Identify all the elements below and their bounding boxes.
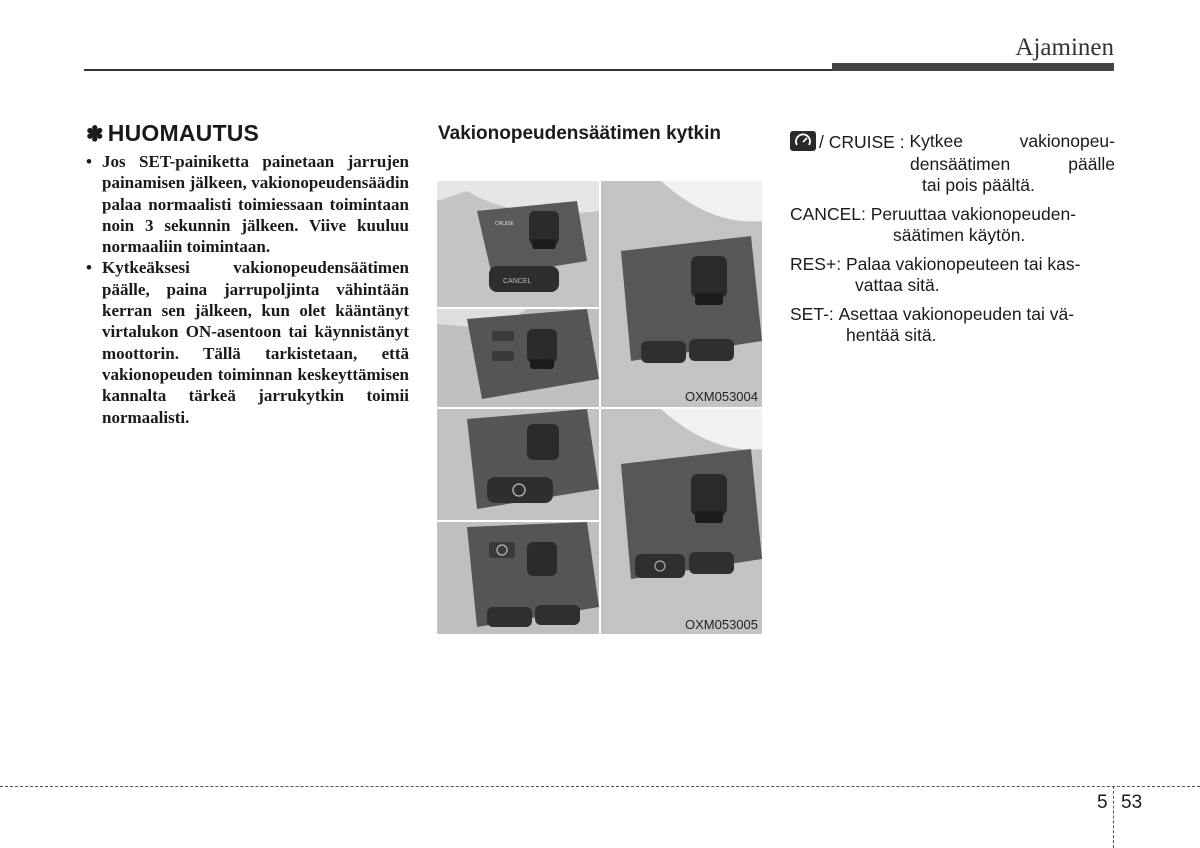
definition-cancel xyxy=(790,204,1115,247)
note-heading xyxy=(86,120,409,147)
definition-set xyxy=(790,304,1115,347)
header-rule xyxy=(84,69,832,71)
cancel-button-label: CANCEL xyxy=(503,278,532,285)
chapter-number: 5 xyxy=(1097,792,1108,813)
switch-photo-4 xyxy=(437,409,599,520)
definition-desc: Asettaa vakionopeuden tai vä- xyxy=(838,303,1075,324)
definition-desc: Kytkee vakionopeu- xyxy=(909,131,1115,151)
figure-code-top: OXM053004 xyxy=(685,389,758,404)
definition-term: CANCEL: xyxy=(790,203,871,224)
note-star-icon: ✽ xyxy=(86,123,104,146)
definition-desc: tai pois päältä. xyxy=(922,175,1035,195)
definition-desc: Peruuttaa vakionopeuden- xyxy=(870,203,1077,224)
note-box xyxy=(86,120,409,428)
button-definitions xyxy=(790,131,1115,354)
section-title: Vakionopeudensäätimen kytkin xyxy=(438,123,721,144)
header-rule-accent xyxy=(832,63,1114,71)
definition-res xyxy=(790,254,1115,297)
chapter-title: Ajaminen xyxy=(1015,34,1114,61)
note-bullet: • Kytkeäksesi vakionopeudensäätimen päälle, paina jarrupoljinta vähintään kerran sen jälkeen, kun olet kääntänyt virtalukon ON-asentoon tai käynnistänyt moottorin. Tällä tarkistetaan, että vakionopeuden toiminnan keskeyttämisen kannalta tärkeä jarrukytkin toimii normaalisti. xyxy=(86,257,409,427)
switch-photo-3 xyxy=(601,181,762,407)
switch-figure xyxy=(437,181,762,634)
cruise-control-icon xyxy=(790,131,816,151)
definition-desc: Palaa vakionopeuteen tai kas- xyxy=(845,253,1081,274)
note-heading-text: HUOMAUTUS xyxy=(107,120,260,146)
cruise-button-label: CRUISE xyxy=(495,221,514,227)
switch-photo-6 xyxy=(601,409,762,634)
footer-divider xyxy=(1113,786,1114,848)
footer-rule xyxy=(0,786,1200,787)
definition-desc: densäätimen päälle xyxy=(910,153,1115,174)
note-bullet: • Jos SET-painiketta painetaan jarrujen painamisen jälkeen, vakionopeudensäädin palaa normaalisti toimiessaan toimintaan noin 3 sekunnin jälkeen. Viive kuuluu normaaliin toimintaan. xyxy=(86,151,409,257)
definition-term: SET-: xyxy=(790,303,839,324)
definition-term: / CRUISE : xyxy=(790,131,909,154)
page-number: 53 xyxy=(1121,792,1143,813)
switch-photo-1 xyxy=(437,181,599,307)
definition-cruise xyxy=(790,131,1115,197)
switch-photo-5 xyxy=(437,522,599,634)
switch-photo-2 xyxy=(437,309,599,407)
figure-code-bottom: OXM053005 xyxy=(685,617,758,632)
definition-desc: vattaa sitä. xyxy=(855,275,940,295)
definition-desc: säätimen käytön. xyxy=(893,225,1026,245)
definition-term: RES+: xyxy=(790,253,846,274)
definition-desc: hentää sitä. xyxy=(846,325,937,345)
